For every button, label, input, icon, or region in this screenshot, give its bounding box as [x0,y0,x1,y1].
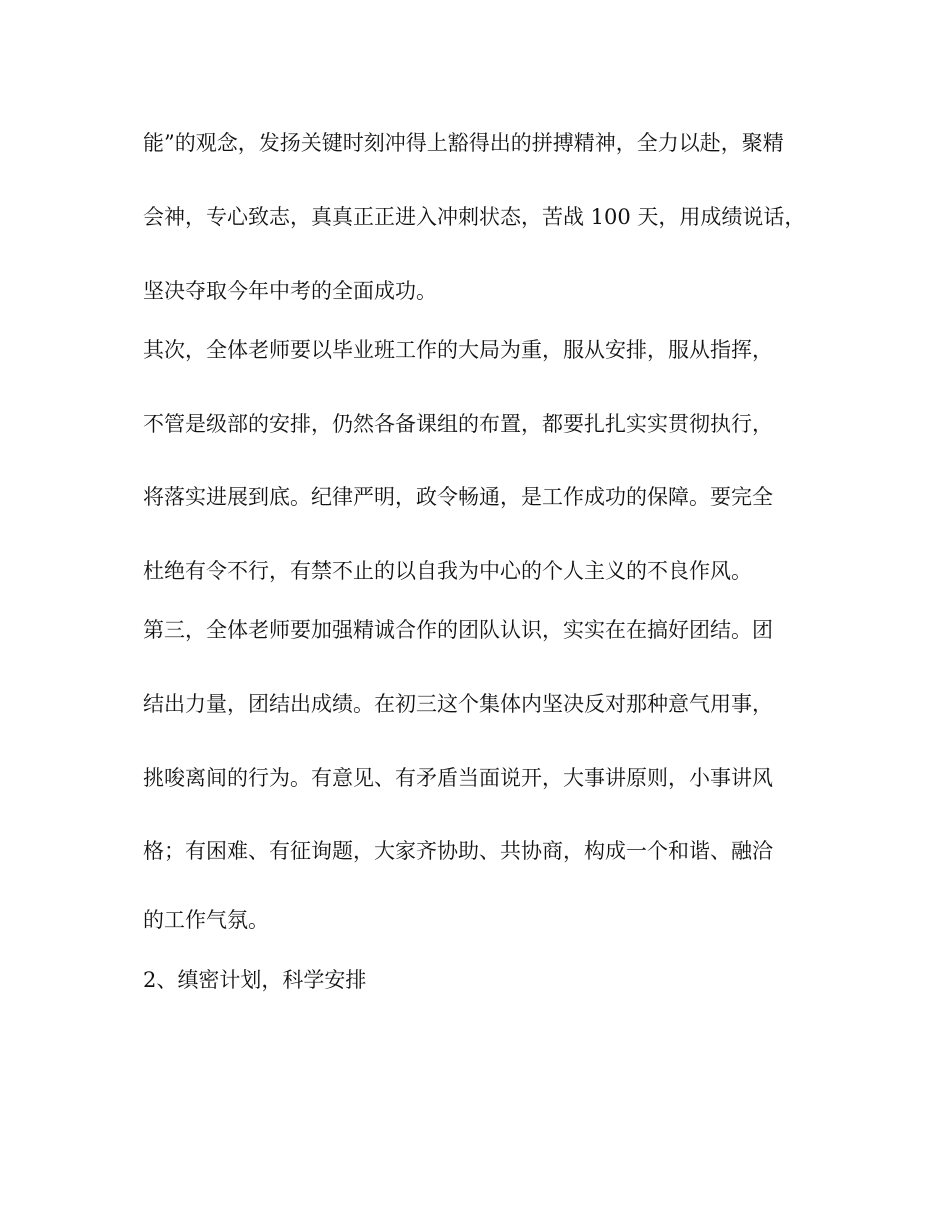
text-line: 的工作气氛。 [143,908,269,932]
text-line: 将落实进展到底。纪律严明，政令畅通，是工作成功的保障。要完全 [143,485,773,509]
text-line: 会神，专心致志，真真正正进入冲刺状态，苦战 100 天，用成绩说话， [143,205,806,229]
section-heading: 2、缜密计划，科学安排 [143,968,367,992]
text-line: 不管是级部的安排，仍然各备课组的布置，都要扎扎实实贯彻执行， [143,412,773,436]
text-line: 能”的观念，发扬关键时刻冲得上豁得出的拼搏精神，全力以赴，聚精 [143,131,784,155]
text-line: 挑唆离间的行为。有意见、有矛盾当面说开，大事讲原则，小事讲风 [143,766,773,790]
text-line: 其次，全体老师要以毕业班工作的大局为重，服从安排，服从指挥， [143,338,773,362]
text-line: 结出力量，团结出成绩。在初三这个集体内坚决反对那种意气用事， [143,692,773,716]
text-line: 格；有困难、有征询题，大家齐协助、共协商，构成一个和谐、融洽 [143,839,773,863]
text-line: 杜绝有令不行，有禁不止的以自我为中心的个人主义的不良作风。 [143,559,752,583]
text-line: 第三，全体老师要加强精诚合作的团队认识，实实在在搞好团结。团 [143,618,773,642]
text-line: 坚决夺取今年中考的全面成功。 [143,279,437,303]
